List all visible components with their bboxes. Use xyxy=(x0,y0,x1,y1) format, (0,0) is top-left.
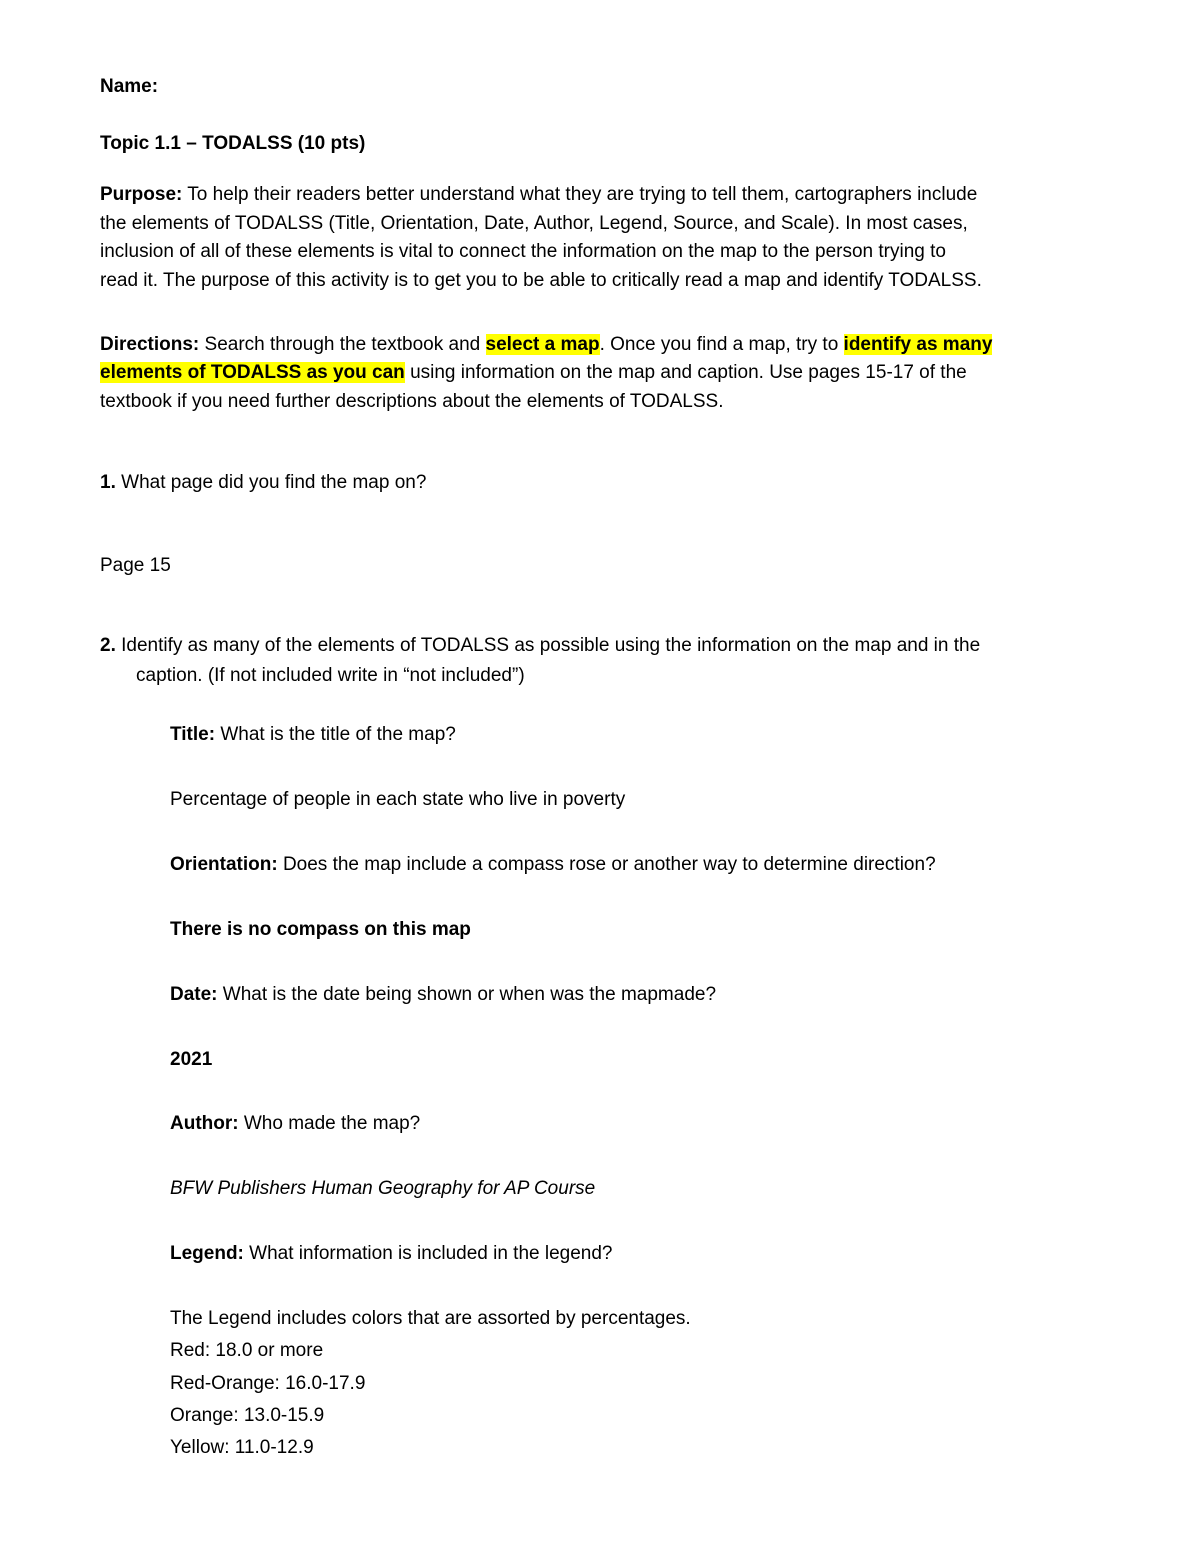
name-label: Name: xyxy=(100,76,159,97)
author-label: Author: xyxy=(170,1113,239,1134)
title-question: Title: What is the title of the map? xyxy=(170,724,456,745)
legend-label: Legend: xyxy=(170,1243,244,1264)
legend-item: Orange: 13.0-15.9 xyxy=(170,1405,325,1426)
highlight-select-map: select a map xyxy=(485,334,600,355)
orientation-label: Orientation: xyxy=(170,854,278,875)
question-2-number: 2. xyxy=(100,635,116,656)
title-answer: Percentage of people in each state who live in poverty xyxy=(170,789,626,810)
directions-line-2: elements of TODALSS as you can using information on the map and caption. Use pages 15-17 of the xyxy=(100,362,967,383)
purpose-line-2: the elements of TODALSS (Title, Orientation, Date, Author, Legend, Source, and Scale). In most cases, xyxy=(100,213,968,234)
orientation-question: Orientation: Does the map include a compass rose or another way to determine direction? xyxy=(170,854,936,875)
purpose-label: Purpose: xyxy=(100,184,183,205)
directions-line-3: textbook if you need further descriptions about the elements of TODALSS. xyxy=(100,391,724,412)
question-2-line-2: caption. (If not included write in “not included”) xyxy=(136,665,525,686)
date-label: Date: xyxy=(170,984,218,1005)
orientation-answer: There is no compass on this map xyxy=(170,919,471,940)
legend-question: Legend: What information is included in the legend? xyxy=(170,1243,613,1264)
directions-line-1: Directions: Search through the textbook and select a map. Once you find a map, try to identify as many xyxy=(100,334,993,355)
answer-1: Page 15 xyxy=(100,555,171,576)
legend-item: Red-Orange: 16.0-17.9 xyxy=(170,1373,366,1394)
highlight-elements-todalss: elements of TODALSS as you can xyxy=(100,362,405,383)
date-question: Date: What is the date being shown or when was the mapmade? xyxy=(170,984,717,1005)
purpose-line-1: Purpose: To help their readers better understand what they are trying to tell them, cartographers include xyxy=(100,184,978,205)
title-label: Title: xyxy=(170,724,216,745)
author-answer: BFW Publishers Human Geography for AP Course xyxy=(170,1178,596,1199)
directions-label: Directions: xyxy=(100,334,200,355)
question-1-number: 1. xyxy=(100,472,116,493)
question-2-line-1: 2. Identify as many of the elements of TODALSS as possible using the information on the map and in the xyxy=(100,635,981,656)
date-answer: 2021 xyxy=(170,1049,213,1070)
legend-intro: The Legend includes colors that are assorted by percentages. xyxy=(170,1308,691,1329)
topic-heading: Topic 1.1 – TODALSS (10 pts) xyxy=(100,133,366,154)
question-1: 1. What page did you find the map on? xyxy=(100,472,427,493)
purpose-line-4: read it. The purpose of this activity is to get you to be able to critically read a map and identify TODALSS. xyxy=(100,270,982,291)
purpose-line-3: inclusion of all of these elements is vital to connect the information on the map to the person trying to xyxy=(100,241,946,262)
legend-item: Red: 18.0 or more xyxy=(170,1340,324,1361)
legend-item: Yellow: 11.0-12.9 xyxy=(170,1437,314,1458)
author-question: Author: Who made the map? xyxy=(170,1113,421,1134)
highlight-identify-many: identify as many xyxy=(843,334,993,355)
